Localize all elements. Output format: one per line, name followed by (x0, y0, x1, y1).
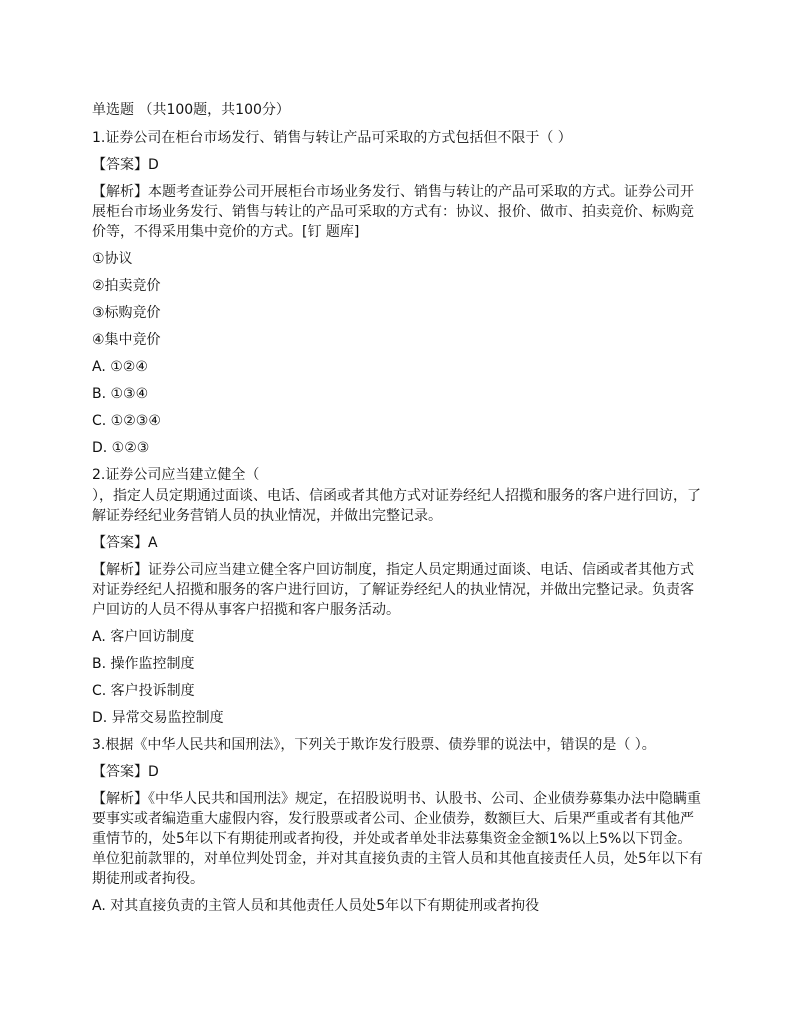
question-2-analysis: 【解析】证券公司应当建立健全客户回访制度，指定人员定期通过面谈、电话、信函或者其他方式对证券经纪人招揽和服务的客户进行回访，了解证券经纪人的执业情况，并做出完整记录。负责客户回访的人员不得从事客户招揽和客户服务活动。 (92, 562, 694, 618)
question-2-option-a: A. 客户回访制度 (92, 629, 195, 645)
question-1-analysis: 【解析】本题考查证券公司开展柜台市场业务发行、销售与转让的产品可采取的方式。证券公司开展柜台市场业务发行、销售与转让的产品可采取的方式有：协议、报价、做市、拍卖竞价、标购竞价等，不得采用集中竞价的方式。[钉 题库] (92, 184, 694, 240)
question-1-option-b: B. ①③④ (92, 386, 149, 402)
question-2-stem-line-2: ），指定人员定期通过面谈、电话、信函或者其他方式对证券经纪人招揽和服务的客户进行回访，了解证券经纪业务营销人员的执业情况，并做出完整记录。 (92, 488, 701, 524)
question-1-item-3: ③标购竞价 (92, 305, 161, 321)
question-1-answer: 【答案】D (92, 157, 159, 173)
question-3-analysis: 【解析】《中华人民共和国刑法》规定，在招股说明书、认股书、公司、企业债券募集办法中隐瞒重要事实或者编造重大虚假内容，发行股票或者公司、企业债券，数额巨大、后果严重或者有其他严重情节的，处5年以下有期徒刑或者拘役，并处或者单处非法募集资金金额1%以上5%以下罚金。单位犯前款罪的，对单位判处罚金，并对其直接负责的主管人员和其他直接责任人员，处5年以下有期徒刑或者拘役。 (92, 791, 703, 887)
question-2-option-b: B. 操作监控制度 (92, 656, 195, 672)
question-1-option-a: A. ①②④ (92, 359, 148, 375)
question-1-item-1: ①协议 (92, 251, 133, 267)
question-3-answer: 【答案】D (92, 764, 159, 780)
question-1-stem: 1.证券公司在柜台市场发行、销售与转让产品可采取的方式包括但不限于（ ） (92, 130, 572, 146)
question-3-option-a: A. 对其直接负责的主管人员和其他责任人员处5年以下有期徒刑或者拘役 (92, 898, 540, 914)
section-title: 单选题 （共100题，共100分） (92, 102, 290, 118)
question-2-answer: 【答案】A (92, 535, 158, 551)
question-1-item-4: ④集中竞价 (92, 332, 161, 348)
question-2-stem-line-1: 2.证券公司应当建立健全（ (92, 467, 260, 483)
question-1-option-c: C. ①②③④ (92, 413, 161, 429)
question-1-option-d: D. ①②③ (92, 440, 150, 456)
question-2-option-d: D. 异常交易监控制度 (92, 710, 224, 726)
document-page (92, 100, 704, 923)
question-1-item-2: ②拍卖竞价 (92, 278, 161, 294)
question-3-stem: 3.根据《中华人民共和国刑法》，下列关于欺诈发行股票、债券罪的说法中，错误的是（ ）。 (92, 737, 656, 753)
question-2-option-c: C. 客户投诉制度 (92, 683, 195, 699)
